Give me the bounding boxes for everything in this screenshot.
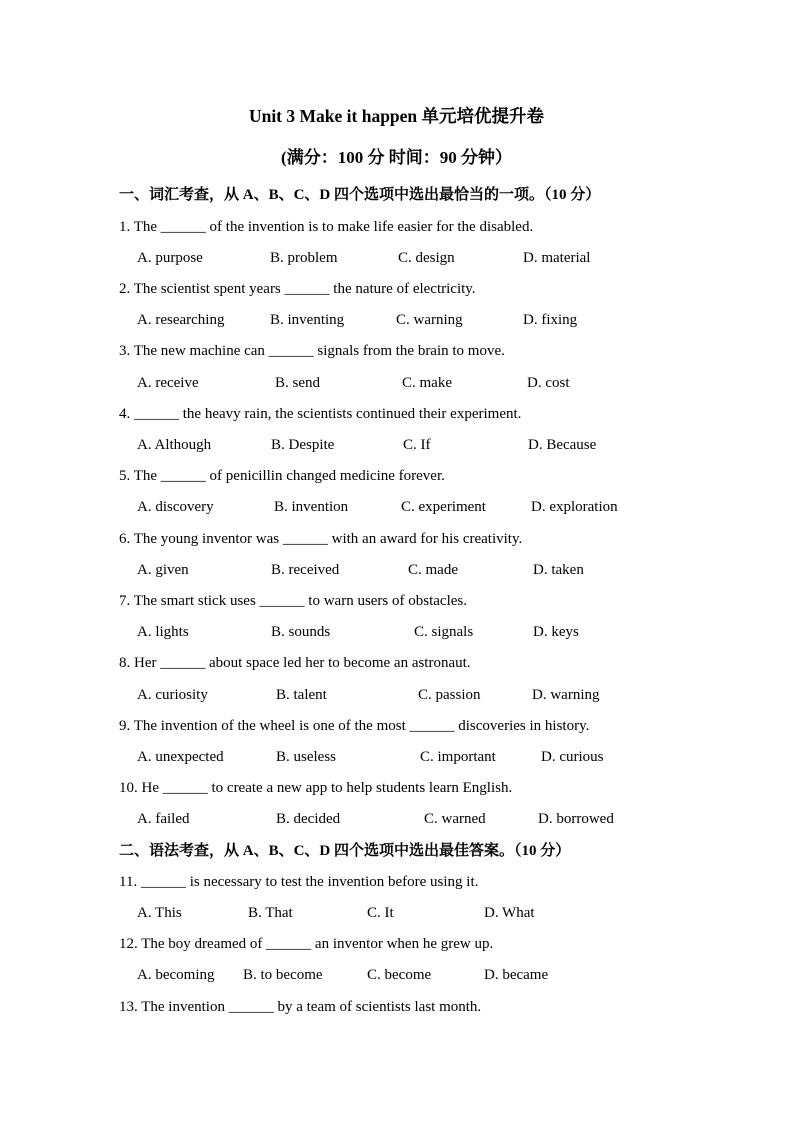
question-stem: 9. The invention of the wheel is one of the most ______ discoveries in history. [119,718,590,734]
option-d: D. became [484,967,549,983]
option-d: D. warning [532,687,600,703]
option-c: C. design [398,250,455,266]
question-stem: 3. The new machine can ______ signals from the brain to move. [119,343,505,359]
option-b: B. send [275,375,320,391]
question-stem: 8. Her ______ about space led her to become an astronaut. [119,655,471,671]
option-b: B. That [248,905,293,921]
option-d: D. Because [528,437,597,453]
option-b: B. decided [276,811,341,827]
option-c: C. It [367,905,394,921]
option-c: C. warning [396,312,463,328]
option-b: B. inventing [270,312,345,328]
question-stem: 10. He ______ to create a new app to help students learn English. [119,780,513,796]
option-c: C. experiment [401,499,486,515]
option-b: B. Despite [271,437,335,453]
question-stem: 13. The invention ______ by a team of scientists last month. [119,999,482,1015]
option-b: B. sounds [271,624,331,640]
option-c: C. made [408,562,458,578]
option-a: A. Although [137,437,212,453]
option-d: D. taken [533,562,584,578]
question-stem: 2. The scientist spent years ______ the nature of electricity. [119,281,476,297]
question-stem: 5. The ______ of penicillin changed medicine forever. [119,468,445,484]
option-a: A. given [137,562,189,578]
option-c: C. important [420,749,496,765]
option-a: A. researching [137,312,225,328]
section-heading-vocabulary: 一、词汇考查，从 A、B、C、D 四个选项中选出最恰当的一项。（10 分） [119,187,601,203]
question-stem: 4. ______ the heavy rain, the scientists continued their experiment. [119,406,522,422]
option-b: B. talent [276,687,327,703]
question-stem: 6. The young inventor was ______ with an award for his creativity. [119,531,523,547]
exam-info: (满分：100 分 时间：90 分钟） [281,148,512,167]
option-d: D. curious [541,749,604,765]
option-c: C. make [402,375,452,391]
option-a: A. curiosity [137,687,208,703]
option-a: A. purpose [137,250,203,266]
option-d: D. material [523,250,591,266]
option-c: C. passion [418,687,481,703]
option-c: C. warned [424,811,486,827]
option-d: D. What [484,905,535,921]
option-a: A. receive [137,375,199,391]
page-title: Unit 3 Make it happen 单元培优提升卷 [248,106,545,126]
option-a: A. failed [137,811,190,827]
option-b: B. useless [276,749,336,765]
option-d: D. cost [527,375,570,391]
option-a: A. lights [137,624,189,640]
option-a: A. This [137,905,182,921]
option-a: A. discovery [137,499,214,515]
option-d: D. borrowed [538,811,614,827]
option-b: B. to become [243,967,323,983]
option-a: A. unexpected [137,749,224,765]
question-stem: 7. The smart stick uses ______ to warn users of obstacles. [119,593,467,609]
option-b: B. problem [270,250,338,266]
option-b: B. invention [274,499,349,515]
option-d: D. exploration [531,499,618,515]
option-c: C. signals [414,624,474,640]
option-d: D. keys [533,624,579,640]
question-stem: 1. The ______ of the invention is to make life easier for the disabled. [119,219,534,235]
option-b: B. received [271,562,340,578]
option-d: D. fixing [523,312,578,328]
option-c: C. become [367,967,432,983]
question-stem: 12. The boy dreamed of ______ an inventor when he grew up. [119,936,494,952]
option-c: C. If [403,437,431,453]
question-stem: 11. ______ is necessary to test the invention before using it. [119,874,479,890]
option-a: A. becoming [137,967,215,983]
section-heading-grammar: 二、语法考查，从 A、B、C、D 四个选项中选出最佳答案。（10 分） [119,843,571,859]
